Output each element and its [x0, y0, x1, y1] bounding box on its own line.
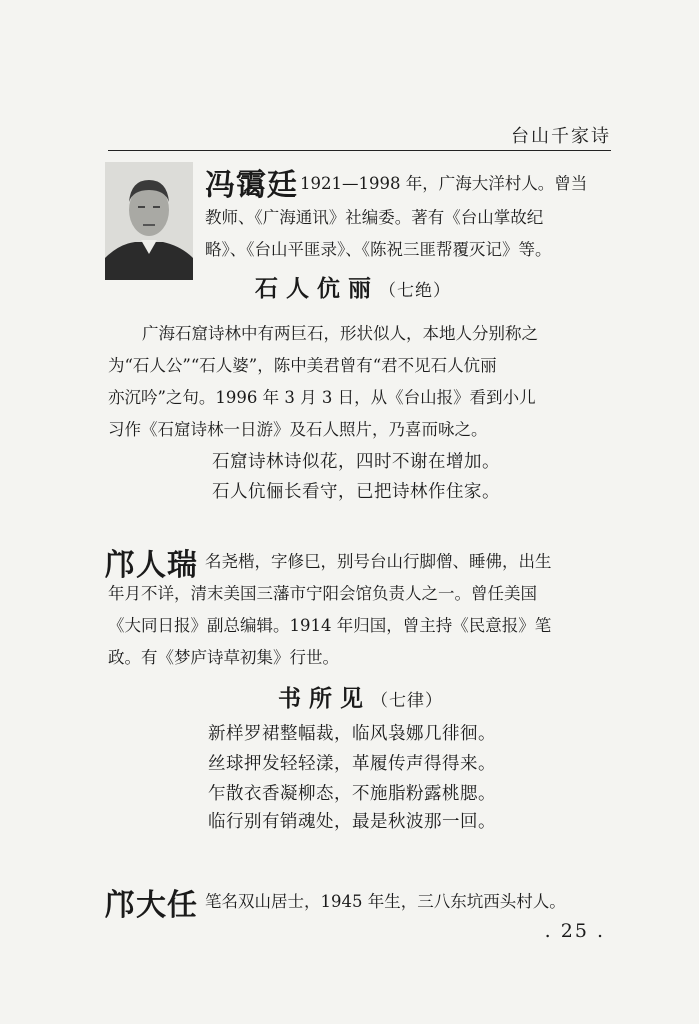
poem-title-2 — [278, 680, 443, 713]
book-title: 台山千家诗 — [511, 126, 611, 147]
poem-title-text: 书所见 — [278, 685, 371, 712]
running-header — [108, 122, 611, 151]
author-bio-line: 略》、《台山平匪录》、《陈祝三匪帮覆灭记》等。 — [205, 240, 552, 259]
poem-line: 丝球押发轻轻漾，革履传声得得来。 — [208, 754, 496, 774]
author-name-1: 冯霭廷 — [205, 168, 298, 203]
preface-line: 为“石人公”“石人婆”，陈中美君曾有“君不见石人伉丽 — [108, 356, 497, 375]
poem-form: （七绝） — [379, 281, 451, 301]
author-bio-line: 年月不详，清末美国三藩市宁阳会馆负责人之一。曾任美国 — [108, 584, 537, 603]
author-bio-line: 1921—1998 年，广海大洋村人。曾当 — [300, 174, 588, 193]
page-number: . 25 . — [544, 920, 605, 942]
poem-line: 石窟诗林诗似花，四时不谢在增加。 — [212, 452, 500, 472]
poem-title-text: 石人伉丽 — [255, 275, 379, 302]
poem-line: 乍散衣香凝柳态，不施脂粉露桃腮。 — [208, 784, 496, 804]
portrait-photo — [105, 162, 193, 280]
preface-line: 广海石窟诗林中有两巨石，形状似人，本地人分别称之 — [142, 324, 538, 343]
author-bio-line: 政。有《梦庐诗草初集》行世。 — [108, 648, 339, 667]
author-bio-line: 教师、《广海通讯》社编委。著有《台山掌故纪 — [205, 208, 544, 227]
author-bio-line: 笔名双山居士，1945 年生，三八东坑西头村人。 — [205, 892, 566, 911]
author-name-2: 邝人瑞 — [105, 548, 198, 583]
author-bio-line: 《大同日报》副总编辑。1914 年归国，曾主持《民意报》笔 — [108, 616, 552, 635]
poem-line: 新样罗裙整幅裁，临风袅娜几徘徊。 — [208, 724, 496, 744]
poem-form: （七律） — [371, 691, 443, 711]
portrait-image — [105, 162, 193, 280]
preface-line: 亦沉吟”之句。1996 年 3 月 3 日，从《台山报》看到小儿 — [108, 388, 536, 407]
author-name-3: 邝大任 — [105, 888, 198, 923]
poem-line: 石人伉俪长看守，已把诗林作住家。 — [212, 482, 500, 502]
poem-title-1 — [255, 270, 451, 303]
preface-line: 习作《石窟诗林一日游》及石人照片，乃喜而咏之。 — [108, 420, 488, 439]
author-bio-line: 名尧楷，字修巳，别号台山行脚僧、睡佛，出生 — [205, 552, 552, 571]
poem-line: 临行别有销魂处，最是秋波那一回。 — [208, 812, 496, 832]
